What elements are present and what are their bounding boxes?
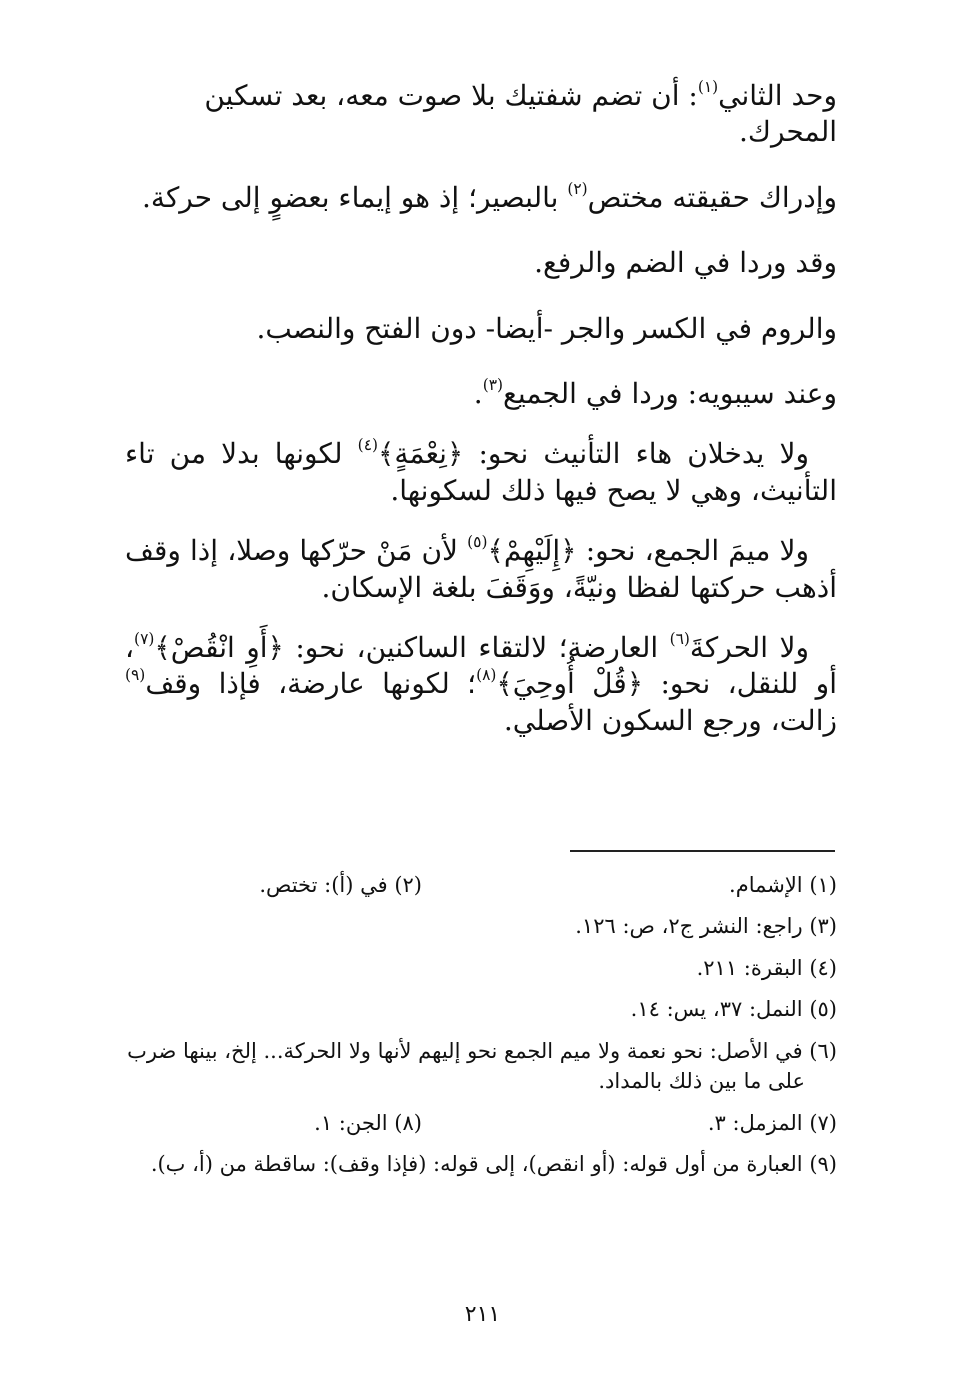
- paragraph-3: وقد وردا في الضم والرفع.: [534, 246, 837, 280]
- text-run: .: [473, 376, 483, 410]
- footnote-2: (٢) في (أ): تختص.: [259, 873, 422, 897]
- footnote-1: (١) الإشمام.: [729, 873, 837, 897]
- main-text: [125, 78, 837, 739]
- footnote-ref-4: (٤): [357, 436, 378, 455]
- footnote-ref-3: (٣): [482, 375, 504, 394]
- text-run: ولا الحركةَ: [689, 630, 809, 664]
- text-run: وعند سيبويه: وردا في الجميع: [503, 376, 837, 410]
- text-run: ولا ميمَ الجمع، نحو: ﴿إِلَيْهِمْ﴾: [487, 534, 809, 568]
- text-run: : أن تضم شفتيك بلا صوت معه، بعد تسكين المحرك.: [204, 79, 837, 149]
- text-run: بالبصير؛ إذ هو إيماء بعضوٍ إلى حركة.: [142, 180, 568, 214]
- paragraph-2: [125, 180, 837, 216]
- paragraph-6: [125, 436, 837, 509]
- text-run: وإدراك حقيقته مختص: [587, 180, 837, 214]
- page-number: ٢١١: [464, 1302, 501, 1327]
- footnotes: [125, 870, 837, 1191]
- footnote-divider: [570, 850, 835, 852]
- footnote-ref-9: (٩): [125, 666, 146, 685]
- text-run: لكونها بدلا من تاء التأنيث، وهي لا يصح فيها ذلك لسكونها.: [125, 437, 837, 507]
- text-run: وحد الثاني: [718, 79, 837, 112]
- text-run: لأن مَنْ حرّكها وصلا، إذا وقف أذهب حركتها لفظا ونيّةً، ووَقَفَ بلغة الإسكان.: [125, 534, 837, 604]
- text-run: ، أو للنقل، نحو: ﴿قُلْ أُوحِيَ﴾: [125, 630, 837, 701]
- footnote-row: [125, 870, 837, 900]
- footnote-6: (٦) في الأصل: نحو نعمة ولا ميم الجمع نحو إليهم لأنها ولا الحركة... إلخ، بينها ضرب على ما بين ذلك بالمداد.: [127, 1038, 837, 1094]
- footnote-7: (٧) المزمل: ٣.: [707, 1110, 837, 1135]
- paragraph-4: والروم في الكسر والجر -أيضا- دون الفتح والنصب.: [256, 311, 837, 345]
- footnote-ref-8: (٨): [476, 666, 497, 685]
- footnote-ref-2: (٢): [567, 179, 588, 198]
- footnote-ref-1: (١): [697, 77, 719, 96]
- footnote-4: (٤) البقرة: ٢١١.: [696, 955, 837, 980]
- footnote-ref-7: (٧): [134, 629, 155, 648]
- footnote-3: (٣) راجع: النشر ج٢، ص: ١٢٦.: [575, 914, 837, 939]
- footnote-8: (٨) الجن: ١.: [314, 1110, 422, 1135]
- footnote-ref-6: (٦): [669, 629, 690, 648]
- text-run: ولا يدخلان هاء التأنيث نحو: ﴿نِعْمَةٍ﴾: [377, 437, 809, 471]
- paragraph-8: [125, 630, 837, 739]
- text-run: ؛ لكونها عارضة، فإذا وقف: [145, 667, 477, 701]
- footnote-row: [125, 1108, 837, 1138]
- footnote-9: (٩) العبارة من أول قوله: (أو انقص)، إلى قوله: (فإذا وقف): ساقطة من (أ، ب).: [150, 1152, 837, 1177]
- text-run: زالت، ورجع السكون الأصلي.: [503, 703, 837, 737]
- footnote-ref-5: (٥): [467, 533, 488, 552]
- paragraph-1: [125, 78, 837, 151]
- paragraph-7: [125, 533, 837, 606]
- paragraph-5: [125, 376, 837, 412]
- text-run: العارضة؛ لالتقاء الساكنين، نحو: ﴿أَوِ انْقُصْ﴾: [154, 630, 670, 664]
- footnote-5: (٥) النمل: ٣٧، يس: ١٤.: [630, 997, 837, 1022]
